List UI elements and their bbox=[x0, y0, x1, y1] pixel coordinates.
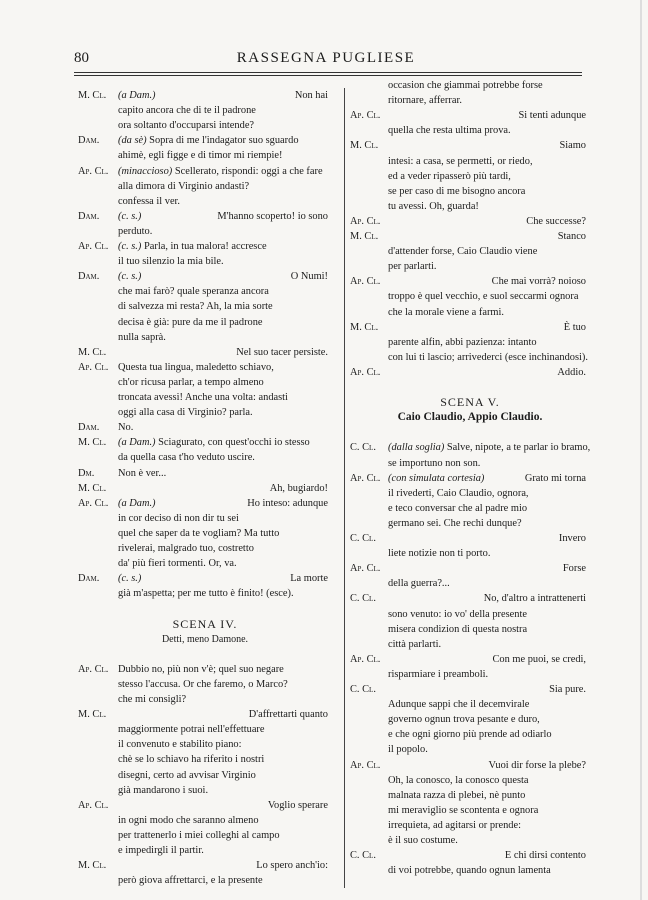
text-line bbox=[350, 214, 590, 229]
text-line bbox=[350, 305, 590, 320]
verse-text: Non è ver... bbox=[118, 467, 167, 479]
speaker-label: M. Cl. bbox=[78, 482, 107, 494]
verse-text-continued: Invero bbox=[558, 533, 586, 544]
text-line bbox=[78, 662, 332, 677]
text-line bbox=[350, 788, 590, 803]
text-line bbox=[78, 118, 332, 133]
text-line bbox=[78, 873, 332, 888]
speaker-label: C. Cl. bbox=[350, 442, 376, 454]
text-line bbox=[350, 229, 590, 244]
verse-text-continued: Siamo bbox=[559, 140, 586, 152]
verse-text: Oh, la conosco, la conosco questa bbox=[388, 774, 529, 786]
speaker-label: C. Cl. bbox=[350, 850, 376, 862]
verse-text: in cor deciso di non dir tu sei bbox=[118, 512, 239, 524]
verse-text-continued: Lo spero anch'io: bbox=[256, 860, 328, 872]
verse-text-continued: Forse bbox=[562, 563, 586, 575]
text-line bbox=[350, 637, 590, 652]
speaker-label: M. Cl. bbox=[78, 709, 107, 721]
stage-direction: (a Dam.) bbox=[118, 90, 156, 101]
verse-text: il tuo silenzio la mia bile. bbox=[118, 256, 224, 268]
text-line bbox=[350, 78, 590, 93]
speaker-label: M. Cl. bbox=[350, 140, 379, 152]
verse-text: ritornare, afferrar. bbox=[388, 95, 462, 107]
verse-text: rivelerai, malgrado tuo, costretto bbox=[118, 543, 254, 554]
stage-direction: (dalla soglia) bbox=[388, 442, 445, 454]
text-line bbox=[78, 103, 332, 118]
speaker-label: Ap. Cl. bbox=[78, 497, 109, 509]
verse-text: di voi potrebbe, quando ognun lamenta bbox=[388, 865, 551, 877]
verse-text: già m'aspetta; per me tutto è finito! (esce). bbox=[118, 588, 294, 600]
verse-text-continued: Grato mi torna bbox=[524, 472, 586, 484]
page-number: 80 bbox=[74, 50, 89, 66]
speaker-label: Ap. Cl. bbox=[350, 563, 381, 575]
text-line bbox=[78, 315, 332, 330]
text-line bbox=[350, 576, 590, 591]
verse-text: ed a veder ripasserò più tardi, bbox=[388, 170, 511, 182]
text-line bbox=[350, 742, 590, 757]
text-line bbox=[78, 541, 332, 556]
text-line bbox=[78, 813, 332, 828]
header-rule-double bbox=[74, 75, 582, 76]
verse-text: della guerra?... bbox=[388, 578, 450, 590]
text-line bbox=[78, 511, 332, 526]
speaker-label: M. Cl. bbox=[350, 231, 379, 242]
text-line bbox=[78, 88, 332, 103]
text-line bbox=[350, 591, 590, 606]
verse-text: troppo è quel vecchio, e suol seccarmi ognora bbox=[388, 291, 579, 303]
text-line bbox=[78, 148, 332, 163]
text-line bbox=[350, 425, 590, 440]
text-line bbox=[350, 440, 590, 455]
verse-text: ch'or ricusa parlar, a tempo almeno bbox=[118, 376, 264, 388]
scan-edge bbox=[640, 0, 642, 900]
text-line bbox=[78, 632, 332, 647]
verse-text: risparmiare i preamboli. bbox=[388, 668, 489, 680]
verse-text: quel che saper da te vogliam? Ma tutto bbox=[118, 527, 280, 539]
speaker-label: Dm. bbox=[78, 467, 95, 479]
speaker-label: Dam. bbox=[78, 573, 100, 585]
verse-text: intesi: a casa, se permetti, or riedo, bbox=[388, 155, 533, 167]
verse-text-continued: Voglio sperare bbox=[267, 799, 328, 811]
verse-text bbox=[118, 88, 156, 103]
verse-text-continued: Nel suo tacer persiste. bbox=[236, 346, 328, 358]
text-line bbox=[350, 863, 590, 878]
text-line bbox=[78, 420, 332, 435]
verse-text: Dubbio no, più non v'è; quel suo negare bbox=[118, 663, 284, 675]
stage-direction: (c. s.) bbox=[118, 271, 142, 283]
verse-text: oggi alla casa di Virginio? parla. bbox=[118, 407, 253, 419]
verse-text: decisa è già: pure da me il padrone bbox=[118, 316, 263, 328]
speaker-label: M. Cl. bbox=[78, 90, 107, 101]
verse-text: che la morale viene a farmi. bbox=[388, 306, 504, 318]
text-line bbox=[350, 486, 590, 501]
text-line bbox=[350, 123, 590, 138]
verse-text bbox=[118, 496, 156, 511]
text-line bbox=[350, 531, 590, 546]
text-line bbox=[350, 727, 590, 742]
text-line bbox=[350, 108, 590, 123]
text-line bbox=[78, 450, 332, 465]
text-line bbox=[78, 254, 332, 269]
speaker-label: Ap. Cl. bbox=[350, 653, 381, 665]
stage-direction: (c. s.) bbox=[118, 241, 142, 252]
verse-text-continued: Ah, bugiardo! bbox=[269, 482, 328, 494]
stage-direction: (c. s.) bbox=[118, 573, 142, 585]
text-line bbox=[350, 712, 590, 727]
verse-text: confessa il ver. bbox=[118, 195, 181, 207]
text-line bbox=[78, 239, 332, 254]
text-line bbox=[350, 335, 590, 350]
verse-text: (da sè) Sopra di me l'indagator suo sguardo bbox=[118, 135, 299, 147]
verse-text: tu avessi. Oh, guarda! bbox=[388, 200, 479, 212]
verse-text: se importuno non son. bbox=[388, 457, 481, 469]
verse-text: governo ognun trova pesante e duro, bbox=[388, 714, 540, 726]
stage-direction: (minaccioso) bbox=[118, 165, 173, 177]
text-line bbox=[350, 154, 590, 169]
page-header bbox=[70, 44, 582, 68]
cast-line: Caio Claudio, Appio Claudio. bbox=[397, 411, 543, 424]
text-line bbox=[78, 405, 332, 420]
verse-text-continued: No, d'altro a intrattenerti bbox=[483, 593, 586, 605]
speaker-label: Ap. Cl. bbox=[78, 361, 109, 373]
stage-direction: (a Dam.) bbox=[118, 497, 156, 509]
speaker-label: Ap. Cl. bbox=[78, 799, 109, 811]
verse-text: liete notizie non ti porto. bbox=[388, 548, 491, 560]
verse-text-continued: O Numi! bbox=[290, 271, 328, 283]
text-line bbox=[78, 677, 332, 692]
verse-text: il rivederti, Caio Claudio, ognora, bbox=[388, 487, 529, 499]
scene-heading: SCENA V. bbox=[440, 395, 500, 410]
text-line bbox=[78, 752, 332, 767]
verse-text-continued: Addio. bbox=[557, 366, 586, 378]
speaker-label: C. Cl. bbox=[350, 593, 376, 605]
text-line bbox=[350, 395, 590, 410]
speaker-label: Ap. Cl. bbox=[350, 110, 381, 122]
speaker-label: M. Cl. bbox=[78, 437, 107, 449]
verse-text: (a Dam.) Sciagurato, con quest'occhi io stesso bbox=[118, 437, 310, 449]
text-line bbox=[78, 390, 332, 405]
text-line bbox=[350, 773, 590, 788]
text-line bbox=[78, 828, 332, 843]
verse-text-continued: Sia pure. bbox=[549, 684, 586, 695]
column-divider bbox=[344, 88, 345, 888]
text-line bbox=[350, 289, 590, 304]
text-line bbox=[350, 667, 590, 682]
verse-text: che mi consigli? bbox=[118, 694, 187, 705]
verse-text-continued: Che successe? bbox=[526, 215, 586, 227]
speaker-label: Ap. Cl. bbox=[350, 366, 381, 378]
text-line bbox=[78, 481, 332, 496]
verse-text: il convenuto e stabilito piano: bbox=[118, 739, 242, 751]
text-line bbox=[350, 93, 590, 108]
text-line bbox=[350, 199, 590, 214]
speaker-label: M. Cl. bbox=[78, 346, 107, 358]
speaker-label: Ap. Cl. bbox=[350, 759, 381, 771]
verse-text: se per caso di me bisogno ancora bbox=[388, 185, 526, 197]
verse-text: maggiormente potrai nell'effettuare bbox=[118, 724, 265, 736]
speaker-label: Dam. bbox=[78, 271, 100, 283]
cast-line: Detti, meno Damone. bbox=[161, 633, 249, 645]
text-line bbox=[350, 471, 590, 486]
verse-text: città parlarti. bbox=[388, 638, 442, 650]
speaker-label: Dam. bbox=[78, 422, 100, 434]
verse-text bbox=[388, 471, 484, 486]
text-line bbox=[78, 330, 332, 345]
verse-text bbox=[118, 571, 141, 586]
verse-text-continued: Non hai bbox=[294, 90, 328, 101]
verse-text: con lui ti lascio; arrivederci (esce inchinandosi). bbox=[388, 351, 588, 363]
speaker-label: Ap. Cl. bbox=[350, 215, 381, 227]
verse-text: per parlarti. bbox=[388, 261, 437, 273]
verse-text: stesso l'accusa. Or che faremo, o Marco? bbox=[118, 678, 288, 690]
verse-text: è il suo costume. bbox=[388, 835, 458, 846]
verse-text: chè se lo schiavo ha riferito i nostri bbox=[118, 754, 265, 766]
verse-text: ora soltanto d'occuparsi intende? bbox=[118, 120, 255, 132]
text-line bbox=[78, 692, 332, 707]
verse-text: alla dimora di Virginio andasti? bbox=[118, 180, 250, 192]
text-line bbox=[78, 284, 332, 299]
stage-direction: (a Dam.) bbox=[118, 437, 156, 449]
text-line bbox=[78, 556, 332, 571]
text-line bbox=[350, 169, 590, 184]
text-line bbox=[350, 244, 590, 259]
verse-text: nulla saprà. bbox=[118, 331, 166, 343]
verse-text-continued: La morte bbox=[290, 573, 328, 585]
text-line bbox=[350, 410, 590, 425]
text-line bbox=[78, 858, 332, 873]
speaker-label: Ap. Cl. bbox=[78, 241, 109, 252]
verse-text-continued: Si tenti adunque bbox=[518, 110, 586, 122]
text-line bbox=[78, 345, 332, 360]
verse-text-continued: Con me puoi, se credi, bbox=[492, 653, 586, 665]
verse-text: parente alfin, abbi pazienza: intanto bbox=[388, 336, 537, 348]
verse-text-continued: È tuo bbox=[563, 321, 586, 333]
speaker-label: C. Cl. bbox=[350, 684, 376, 695]
verse-text: troncata avessi! Anche una volta: andasti bbox=[118, 392, 288, 403]
verse-text: quella che resta ultima prova. bbox=[388, 125, 511, 137]
verse-text: irrequieta, ad agitarsi or prende: bbox=[388, 819, 521, 831]
verse-text: e impedirgli il partir. bbox=[118, 845, 204, 856]
text-line bbox=[78, 768, 332, 783]
verse-text-continued: Vuoi dir forse la plebe? bbox=[488, 759, 586, 771]
text-line bbox=[78, 526, 332, 541]
verse-text-continued: Stanco bbox=[557, 231, 586, 242]
text-line bbox=[350, 607, 590, 622]
text-line bbox=[78, 722, 332, 737]
verse-text: da quella casa t'ho veduto uscire. bbox=[118, 452, 255, 464]
verse-text: perduto. bbox=[118, 225, 153, 237]
text-line bbox=[350, 803, 590, 818]
text-line bbox=[350, 697, 590, 712]
verse-text: occasion che giammai potrebbe forse bbox=[388, 80, 543, 91]
verse-text: sono venuto: io vo' della presente bbox=[388, 608, 527, 620]
text-line bbox=[78, 224, 332, 239]
text-line bbox=[78, 164, 332, 179]
text-line bbox=[350, 380, 590, 395]
scene-heading: SCENA IV. bbox=[172, 616, 238, 631]
text-line bbox=[350, 622, 590, 637]
verse-text: (c. s.) Parla, in tua malora! accresce bbox=[118, 241, 267, 252]
text-line bbox=[78, 299, 332, 314]
text-line bbox=[350, 501, 590, 516]
text-line bbox=[78, 466, 332, 481]
text-line bbox=[78, 783, 332, 798]
text-line bbox=[350, 546, 590, 561]
verse-text-continued: E chi dirsi contento bbox=[504, 850, 586, 862]
verse-text: Adunque sappi che il decemvirale bbox=[388, 699, 530, 711]
verse-text: malnata razza di plebei, nè punto bbox=[388, 789, 526, 801]
text-line bbox=[350, 259, 590, 274]
text-line bbox=[78, 617, 332, 632]
text-line bbox=[350, 184, 590, 199]
verse-text: misera condizion di questa nostra bbox=[388, 623, 528, 635]
speaker-label: Ap. Cl. bbox=[350, 472, 381, 484]
text-line bbox=[350, 561, 590, 576]
text-line bbox=[350, 818, 590, 833]
text-line bbox=[350, 758, 590, 773]
verse-text: già mandarono i suoi. bbox=[118, 784, 209, 796]
stage-direction: (c. s.) bbox=[118, 210, 142, 222]
verse-text: disegni, certo ad avvisar Virginio bbox=[118, 769, 256, 781]
verse-text: ahimè, egli figge e di timor mi riempie! bbox=[118, 150, 283, 162]
verse-text: per trattenerlo i miei colleghi al campo bbox=[118, 829, 280, 841]
speaker-label: Ap. Cl. bbox=[350, 276, 381, 288]
text-line bbox=[78, 209, 332, 224]
speaker-label: Dam. bbox=[78, 135, 100, 147]
verse-text: Questa tua lingua, maledetto schiavo, bbox=[118, 361, 274, 373]
text-line bbox=[350, 652, 590, 667]
text-line bbox=[78, 707, 332, 722]
text-line bbox=[78, 737, 332, 752]
verse-text bbox=[118, 209, 141, 224]
text-line bbox=[78, 601, 332, 616]
text-line bbox=[350, 516, 590, 531]
verse-text: il popolo. bbox=[388, 744, 428, 756]
verse-text-continued: D'affrettarti quanto bbox=[248, 709, 328, 721]
verse-text: e teco conversar che al padre mio bbox=[388, 502, 528, 514]
text-line bbox=[78, 571, 332, 586]
verse-text: che mai farò? quale speranza ancora bbox=[118, 286, 269, 298]
verse-text: (minaccioso) Scellerato, rispondi: oggi a che fare bbox=[118, 165, 323, 177]
text-line bbox=[350, 274, 590, 289]
text-line bbox=[78, 798, 332, 813]
text-line bbox=[350, 365, 590, 380]
text-line bbox=[78, 435, 332, 450]
speaker-label: Dam. bbox=[78, 210, 100, 222]
text-line bbox=[78, 179, 332, 194]
text-line bbox=[78, 496, 332, 511]
text-line bbox=[78, 375, 332, 390]
verse-text: No. bbox=[118, 422, 134, 434]
running-title: RASSEGNA PUGLIESE bbox=[236, 50, 416, 66]
speaker-label: C. Cl. bbox=[350, 533, 376, 544]
text-line bbox=[350, 682, 590, 697]
verse-text: capito ancora che di te il padrone bbox=[118, 105, 256, 117]
speaker-label: M. Cl. bbox=[350, 321, 379, 333]
text-line bbox=[78, 647, 332, 662]
text-line bbox=[78, 194, 332, 209]
verse-text: però giova affrettarci, e la presente bbox=[118, 875, 263, 887]
text-line bbox=[350, 833, 590, 848]
text-line bbox=[78, 843, 332, 858]
verse-text: d'attender forse, Caio Claudio viene bbox=[388, 246, 538, 258]
text-line bbox=[78, 133, 332, 148]
verse-text: in ogni modo che saranno almeno bbox=[118, 814, 259, 826]
speaker-label: Ap. Cl. bbox=[78, 663, 109, 675]
verse-text: da' più fieri tormenti. Or, va. bbox=[118, 558, 237, 570]
verse-text: e che ogni giorno più prende ad odiarlo bbox=[388, 729, 552, 741]
verse-text-continued: Che mai vorrà? noioso bbox=[491, 276, 586, 288]
verse-text-continued: M'hanno scoperto! io sono bbox=[217, 210, 328, 222]
text-line bbox=[78, 586, 332, 601]
text-line bbox=[350, 848, 590, 863]
speaker-label: Ap. Cl. bbox=[78, 165, 109, 177]
verse-text: germano sei. Che rechi dunque? bbox=[388, 517, 522, 529]
verse-text-continued: Ho inteso: adunque bbox=[247, 497, 328, 509]
text-line bbox=[350, 320, 590, 335]
verse-text: mi meraviglio se scontenta e ognora bbox=[388, 804, 539, 816]
header-rule bbox=[74, 72, 582, 73]
text-line bbox=[350, 456, 590, 471]
stage-direction: (da sè) bbox=[118, 135, 147, 147]
stage-direction: (con simulata cortesia) bbox=[388, 472, 485, 484]
text-line bbox=[78, 269, 332, 284]
text-line bbox=[350, 350, 590, 365]
verse-text bbox=[118, 269, 141, 284]
speaker-label: M. Cl. bbox=[78, 860, 107, 872]
verse-text: (dalla soglia) Salve, nipote, a te parlar io bramo, bbox=[388, 442, 591, 454]
verse-text: di salvezza mi resta? Ah, la mia sorte bbox=[118, 301, 273, 313]
text-line bbox=[78, 360, 332, 375]
text-line bbox=[350, 138, 590, 153]
